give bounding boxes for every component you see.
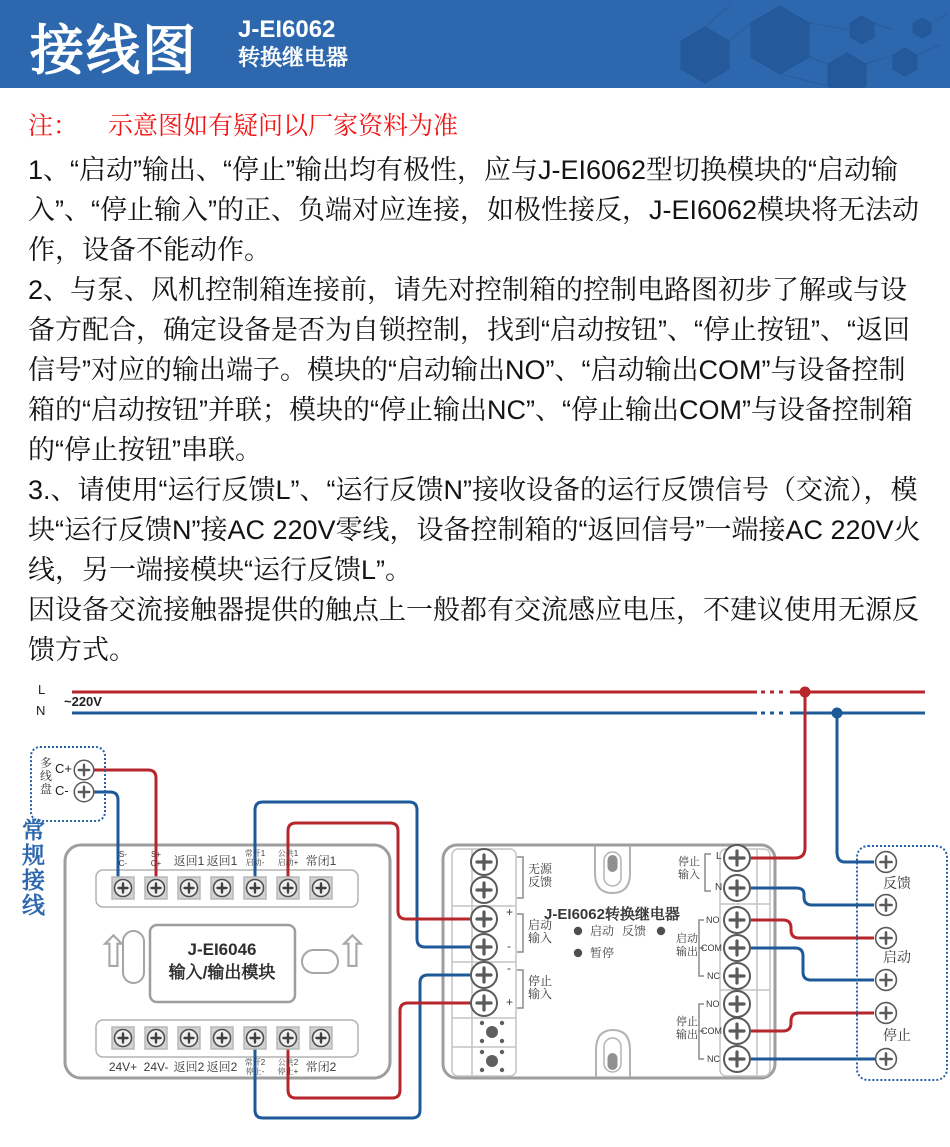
group-label-stop-output: 停止 输出: [676, 1016, 698, 1041]
minus-sign: -: [507, 939, 511, 953]
screw-terminal-icon: [471, 962, 497, 988]
led-feedback-icon: [657, 927, 665, 935]
device-feedback-label: 反馈: [883, 875, 911, 891]
power-bus-l: [72, 687, 925, 698]
pin-label: COM: [701, 943, 722, 953]
junction-dot: [800, 687, 811, 698]
page-title: 接线图: [30, 21, 198, 81]
note-text: 示意图如有疑问以厂家资料为准: [108, 112, 459, 140]
screw-terminal-icon: [178, 877, 200, 899]
paragraph-3: 3.、请使用“运行反馈L”、“运行反馈N”接收设备的运行反馈信号（交流），模块“运行反馈N”接AC 220V零线，设备控制箱的“返回信号”一端接AC 220V火线，另一端接模块“运行反馈L”。: [28, 475, 921, 585]
terminal-label: 24V-: [143, 1060, 169, 1074]
cminus-label: C-: [55, 783, 69, 798]
screw-terminal-icon: [244, 1027, 266, 1049]
screw-terminal-icon: [724, 963, 750, 989]
left-module-type: 输入/输出模块: [168, 963, 276, 982]
pin-label: NC: [707, 1054, 720, 1064]
wire-l-bus-to-module: [751, 697, 805, 858]
terminal-label: 返回1: [206, 854, 238, 868]
terminal-label: 常闭1: [305, 854, 337, 868]
group-label-passive-feedback: 无源 反馈: [528, 862, 553, 889]
screw-terminal-icon: [244, 877, 266, 899]
plus-sign: +: [506, 905, 514, 919]
screw-terminal-icon: [724, 935, 750, 961]
screw-terminal-icon: [112, 1027, 134, 1049]
screw-terminal-icon: [145, 877, 167, 899]
terminal-label: 公共1 启动+: [277, 849, 299, 867]
led-start-label: 启动: [590, 924, 615, 938]
screw-terminal-icon: [724, 1018, 750, 1044]
terminal-label: S+ C+: [150, 850, 162, 868]
paragraph-1: 1、“启动”输出、“停止”输出均有极性，应与J-EI6062型切换模块的“启动输入”、“停止输入”的正、负端对应连接，如极性接反，J-EI6062模块将无法动作，设备不能动作。: [28, 155, 920, 265]
screw-terminal-icon: [310, 1027, 332, 1049]
power-bus-n: [72, 708, 925, 719]
bus-label-l: L: [38, 682, 46, 697]
terminal-label: 返回1: [173, 854, 205, 868]
terminal-label: S- C-: [118, 850, 128, 868]
screw-terminal-icon: [724, 907, 750, 933]
screw-terminal-icon: [471, 934, 497, 960]
screw-terminal-icon: [211, 1027, 233, 1049]
led-pause-label: 暂停: [590, 946, 615, 960]
left-module-name: J-EI6046: [187, 940, 257, 959]
device-stop-label: 停止: [883, 1027, 911, 1043]
pin-label: L: [716, 851, 722, 862]
screw-terminal-icon: [724, 875, 750, 901]
terminal-label: 返回2: [173, 1060, 205, 1074]
cplus-label: C+: [55, 761, 72, 776]
multiwire-panel-label: 多 线 盘: [40, 756, 53, 796]
bus-label-n: N: [36, 703, 46, 718]
terminal-label: 常开1 启动-: [244, 849, 266, 867]
screw-terminal-icon: [471, 849, 497, 875]
diagram-caption: 常 规 接 线: [22, 817, 45, 918]
up-arrow-icon: ⇧: [334, 928, 371, 977]
led-pause-icon: [574, 949, 582, 957]
screw-terminal-icon: [178, 1027, 200, 1049]
mid-module-name: J-EI6062转换继电器: [544, 906, 680, 923]
up-arrow-icon: ⇧: [95, 928, 132, 977]
group-label-stop-input: 停止 输入: [528, 974, 553, 1001]
screw-terminal-icon: [277, 1027, 299, 1049]
screw-terminal-icon: [724, 991, 750, 1017]
led-feedback-label: 反馈: [622, 924, 647, 938]
pin-label: NO: [706, 999, 720, 1009]
paragraph-4: 因设备交流接触器提供的触点上一般都有交流感应电压，不建议使用无源反馈方式。: [28, 595, 919, 665]
plus-sign: +: [506, 995, 514, 1009]
screw-terminal-icon: [310, 877, 332, 899]
group-label-start-output: 启动 输出: [676, 933, 698, 958]
terminal-label: 公共2 停止+: [277, 1058, 299, 1076]
screw-terminal-icon: [471, 877, 497, 903]
paragraph-2: 2、与泵、风机控制箱连接前，请先对控制箱的控制电路图初步了解或与设备方配合，确定设备是否为自锁控制，找到“启动按钮”、“停止按钮”、“返回信号”对应的输出端子。模块的“启动输出NO”、“启动输出COM”与设备控制箱的“启动按钮”并联；模块的“停止输出NC”、“停止输出COM”与设备控制箱的“停止按钮”串联。: [28, 275, 913, 465]
group-label-start-input: 启动 输入: [528, 918, 553, 945]
screw-terminal-icon: [471, 990, 497, 1016]
wire-n-bus-to-box: [837, 718, 874, 862]
junction-dot: [832, 708, 843, 719]
terminal-label: 常闭2: [305, 1060, 337, 1074]
screw-terminal-icon: [724, 845, 750, 871]
device-start-label: 启动: [883, 949, 911, 965]
screw-terminal-icon: [277, 877, 299, 899]
terminal-label: 24V+: [108, 1060, 138, 1074]
group-label-stop-input-ac: 停止 输入: [678, 856, 700, 881]
terminal-label: 常开2 停止-: [244, 1058, 266, 1076]
screw-terminal-icon: [112, 877, 134, 899]
screw-terminal-icon: [724, 1046, 750, 1072]
screw-terminal-icon: [211, 877, 233, 899]
minus-sign: -: [507, 961, 511, 975]
model-name: 转换继电器: [238, 45, 349, 70]
led-start-icon: [574, 927, 582, 935]
pin-label: NC: [707, 971, 720, 981]
terminal-label: 返回2: [206, 1060, 238, 1074]
model-number: J-EI6062: [238, 16, 336, 43]
pin-label: NO: [706, 915, 720, 925]
screw-terminal-icon: [471, 906, 497, 932]
note-prefix: 注：: [28, 112, 79, 140]
pin-label: N: [715, 882, 723, 893]
screw-terminal-icon: [145, 1027, 167, 1049]
voltage-label: ~220V: [64, 694, 102, 709]
pin-label: COM: [701, 1026, 722, 1036]
